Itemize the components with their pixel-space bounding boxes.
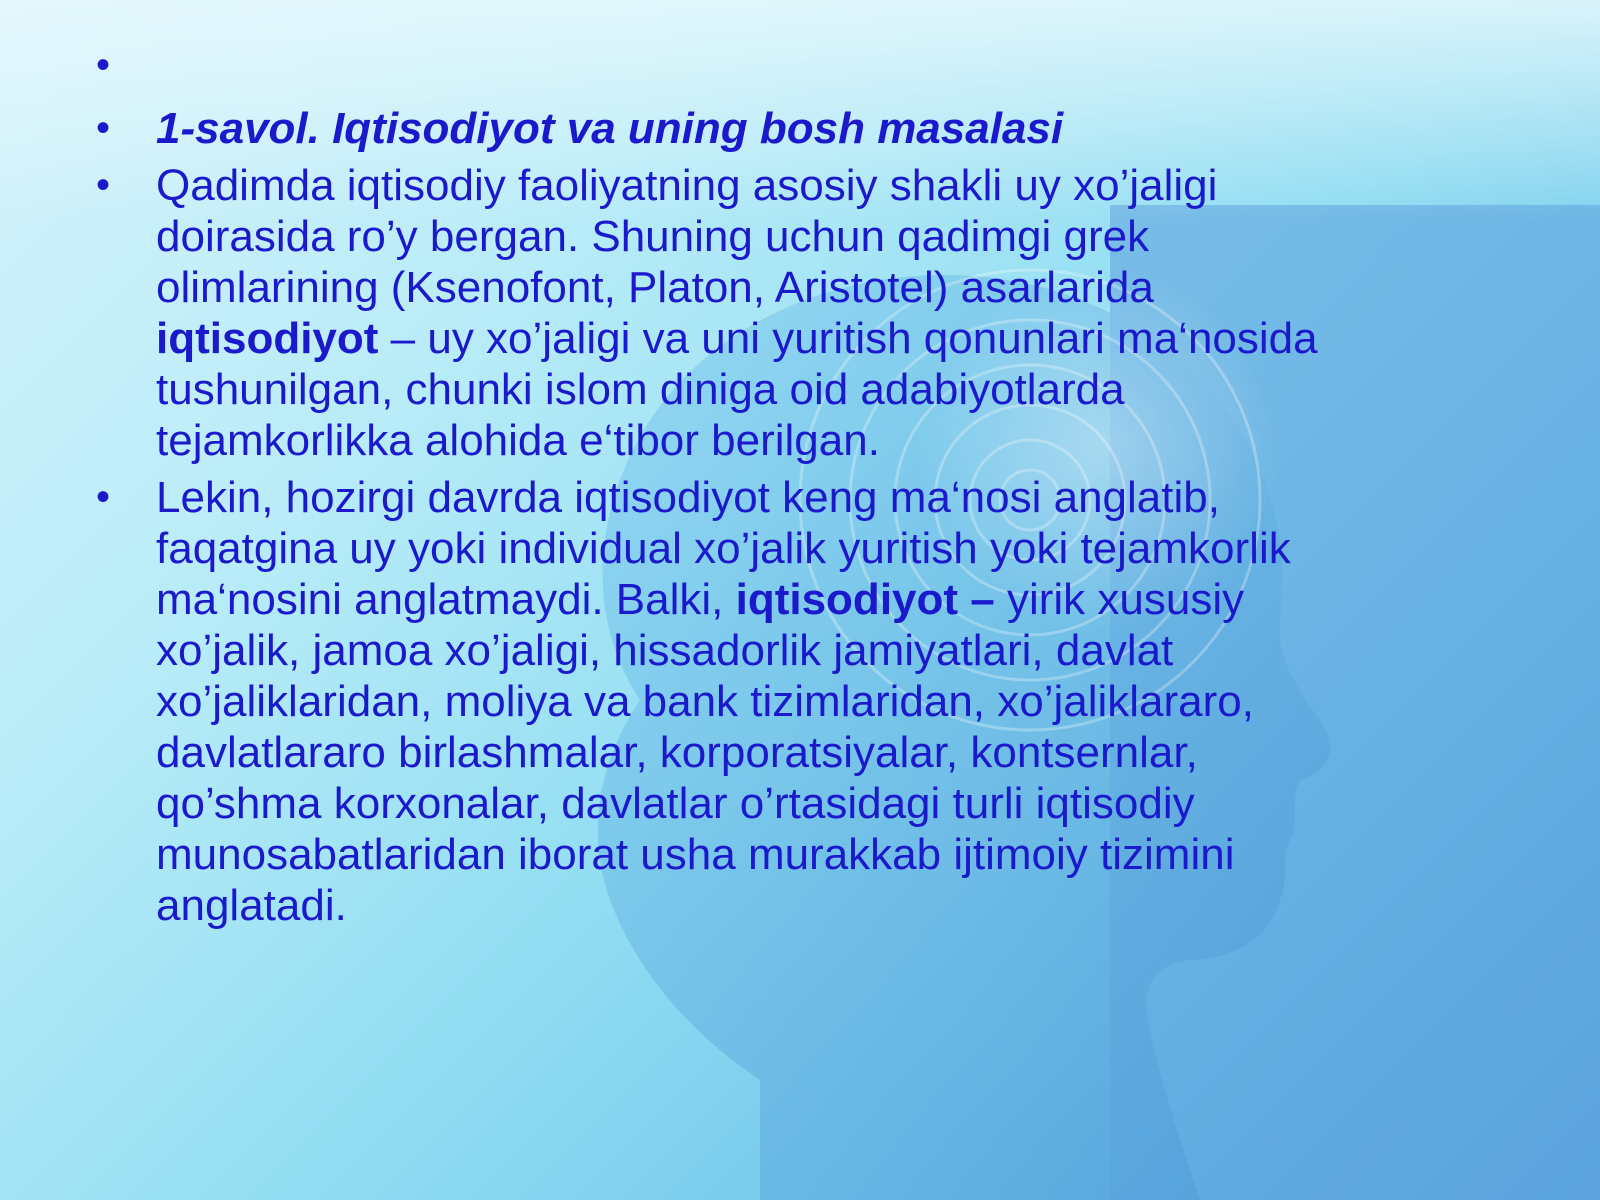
paragraph-2-text-end: yirik xususiy xo’jalik, jamoa xo’jaligi, hissadorlik jamiyatlari, davlat xo’jaliklaridan, moliya va bank tizimlaridan, xo’jaliklararo, davlatlararo birlashmalar, korporatsiyalar, kontsernlar, qo’shma korxonalar, davlatlar o’rtasidagi turli iqtisodiy munosabatlaridan iborat usha murakkab ijtimoiy tizimini anglatadi. [156, 575, 1255, 930]
slide-heading: 1-savol. Iqtisodiyot va uning bosh masalasi [156, 104, 1064, 153]
paragraph-1-bold-term: iqtisodiyot [156, 314, 379, 363]
paragraph-2-bold-term: iqtisodiyot – [735, 575, 995, 624]
bullet-dot-icon: • [96, 43, 111, 87]
slide-content [92, 40, 1352, 937]
paragraph-1-text-end: – uy xo’jaligi va uni yuritish qonunlari ma‘nosida tushunilgan, chunki islom diniga oid adabiyotlarda tejamkorlikka alohida e‘tibor berilgan. [156, 314, 1318, 465]
paragraph-bullet-1 [92, 160, 1352, 466]
bullet-list [92, 40, 1352, 931]
heading-bullet [92, 103, 1352, 154]
paragraph-bullet-2 [92, 472, 1352, 931]
paragraph-1-text-start: Qadimda iqtisodiy faoliyatning asosiy shakli uy xo’jaligi doirasida ro’y bergan. Shuning uchun qadimgi grek olimlarining (Ksenofont, Platon, Aristotel) asarlarida [156, 161, 1218, 312]
paragraph-2-text-start: Lekin, hozirgi davrda iqtisodiyot keng ma‘nosi anglatib, faqatgina uy yoki individual xo’jalik yuritish yoki tejamkorlik ma‘nosini anglatmaydi. Balki, [156, 473, 1291, 624]
bullet-dot-icon: • [96, 106, 111, 150]
bullet-dot-icon: • [96, 163, 111, 207]
bullet-dot-icon: • [96, 475, 111, 519]
empty-bullet [92, 40, 1352, 91]
